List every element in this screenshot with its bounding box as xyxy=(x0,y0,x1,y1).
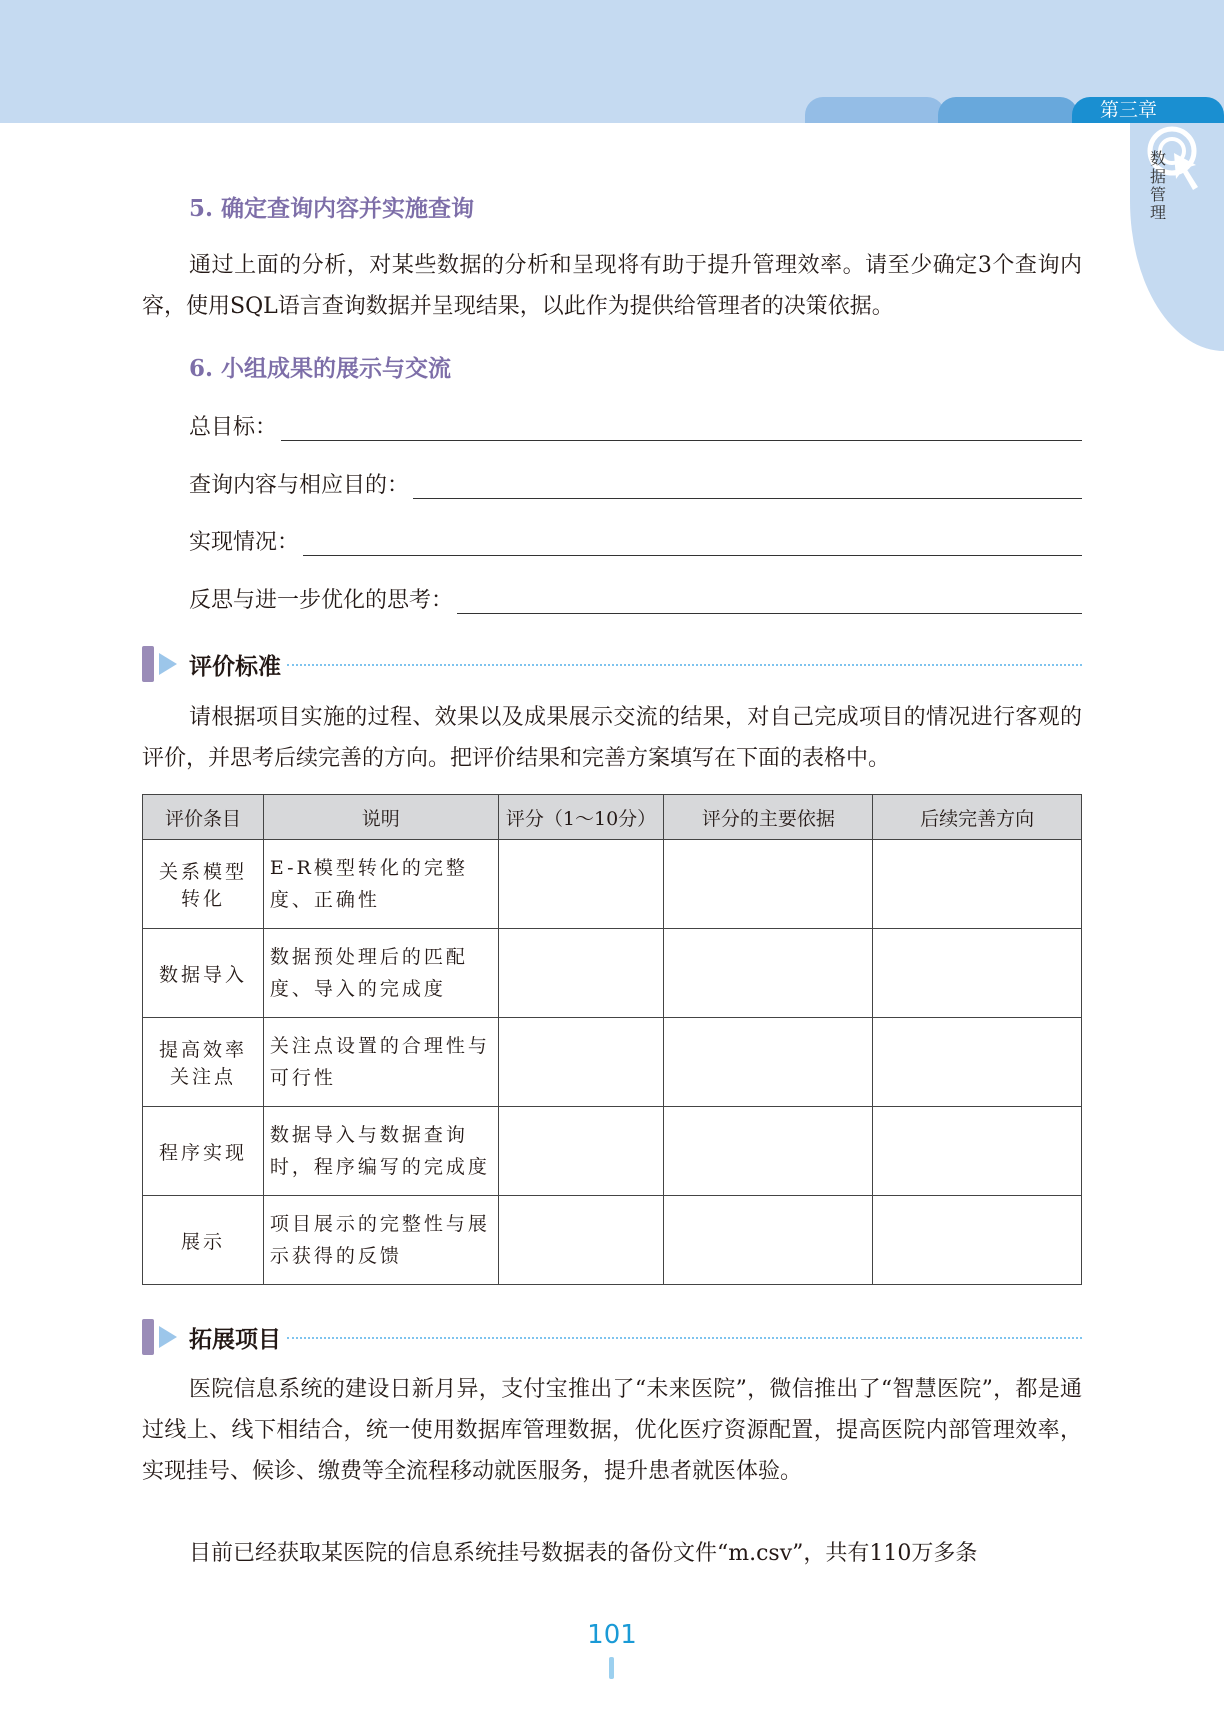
improve-cell[interactable] xyxy=(873,1018,1082,1107)
column-header: 后续完善方向 xyxy=(873,795,1082,840)
improve-cell[interactable] xyxy=(873,929,1082,1018)
side-label: 数据管理 xyxy=(1150,149,1167,222)
score-cell[interactable] xyxy=(498,929,664,1018)
table-header-row xyxy=(143,795,1082,840)
fill-line-goal[interactable] xyxy=(189,410,1082,441)
evaluation-paragraph: 请根据项目实施的过程、效果以及成果展示交流的结果，对自己完成项目的情况进行客观的评价，并思考后续完善的方向。把评价结果和完善方案填写在下面的表格中。 xyxy=(142,705,1082,771)
fill-line-reflection[interactable] xyxy=(189,583,1082,614)
field-label: 反思与进一步优化的思考： xyxy=(189,588,454,613)
field-label: 查询内容与相应目的： xyxy=(189,473,410,498)
item-cell: 展示 xyxy=(143,1196,264,1285)
page-number-mark xyxy=(609,1657,614,1679)
section-5-heading: 5. 确定查询内容并实施查询 xyxy=(189,195,475,222)
basis-cell[interactable] xyxy=(664,929,873,1018)
dotted-divider xyxy=(287,1336,1082,1339)
table-row xyxy=(143,1018,1082,1107)
table-row xyxy=(143,840,1082,929)
extension-paragraph-1: 医院信息系统的建设日新月异，支付宝推出了“未来医院”，微信推出了“智慧医院”，都是通过线上、线下相结合，统一使用数据库管理数据，优化医疗资源配置，提高医院内部管理效率，实现挂号、候诊、缴费等全流程移动就医服务，提升患者就医体验。 xyxy=(142,1377,1082,1484)
table-row xyxy=(143,929,1082,1018)
score-cell[interactable] xyxy=(498,840,664,929)
column-header: 评分（1～10分） xyxy=(498,795,664,840)
improve-cell[interactable] xyxy=(873,840,1082,929)
basis-cell[interactable] xyxy=(664,1196,873,1285)
column-header: 评价条目 xyxy=(143,795,264,840)
page-number: 101 xyxy=(587,1620,637,1650)
field-label: 实现情况： xyxy=(189,530,300,555)
item-cell: 程序实现 xyxy=(143,1107,264,1196)
column-header: 评分的主要依据 xyxy=(664,795,873,840)
item-cell: 数据导入 xyxy=(143,929,264,1018)
column-header: 说明 xyxy=(263,795,498,840)
table-row xyxy=(143,1107,1082,1196)
fill-line-result[interactable] xyxy=(189,525,1082,556)
section-marker-icon xyxy=(142,1319,154,1355)
chapter-tab-current: 第三章 xyxy=(1072,97,1224,123)
triangle-icon xyxy=(159,653,177,675)
section-6-heading: 6. 小组成果的展示与交流 xyxy=(189,355,452,382)
extension-section-header xyxy=(142,1318,1082,1356)
score-cell[interactable] xyxy=(498,1107,664,1196)
basis-cell[interactable] xyxy=(664,1018,873,1107)
improve-cell[interactable] xyxy=(873,1107,1082,1196)
section-marker-icon xyxy=(142,646,154,682)
basis-cell[interactable] xyxy=(664,840,873,929)
section-5-paragraph: 通过上面的分析，对某些数据的分析和呈现将有助于提升管理效率。请至少确定3个查询内容，使用SQL语言查询数据并呈现结果，以此作为提供给管理者的决策依据。 xyxy=(142,253,1082,319)
evaluation-section-header xyxy=(142,645,1082,683)
section-title: 拓展项目 xyxy=(189,1326,281,1353)
basis-cell[interactable] xyxy=(664,1107,873,1196)
item-cell: 提高效率关注点 xyxy=(143,1018,264,1107)
desc-cell: 数据预处理后的匹配度、导入的完成度 xyxy=(263,929,498,1018)
triangle-icon xyxy=(159,1326,177,1348)
section-title: 评价标准 xyxy=(189,653,281,680)
desc-cell: 项目展示的完整性与展示获得的反馈 xyxy=(263,1196,498,1285)
chapter-tab-1 xyxy=(805,97,945,123)
improve-cell[interactable] xyxy=(873,1196,1082,1285)
field-label: 总目标： xyxy=(189,415,278,440)
evaluation-table xyxy=(142,794,1082,1285)
score-cell[interactable] xyxy=(498,1018,664,1107)
desc-cell: 关注点设置的合理性与可行性 xyxy=(263,1018,498,1107)
table-row xyxy=(143,1196,1082,1285)
fill-line-query[interactable] xyxy=(189,468,1082,499)
chapter-tab-2 xyxy=(938,97,1078,123)
extension-paragraph-2: 目前已经获取某医院的信息系统挂号数据表的备份文件“m.csv”，共有110万多条 xyxy=(189,1541,978,1566)
desc-cell: E-R模型转化的完整度、正确性 xyxy=(263,840,498,929)
dotted-divider xyxy=(287,663,1082,666)
desc-cell: 数据导入与数据查询时，程序编写的完成度 xyxy=(263,1107,498,1196)
item-cell: 关系模型转化 xyxy=(143,840,264,929)
score-cell[interactable] xyxy=(498,1196,664,1285)
